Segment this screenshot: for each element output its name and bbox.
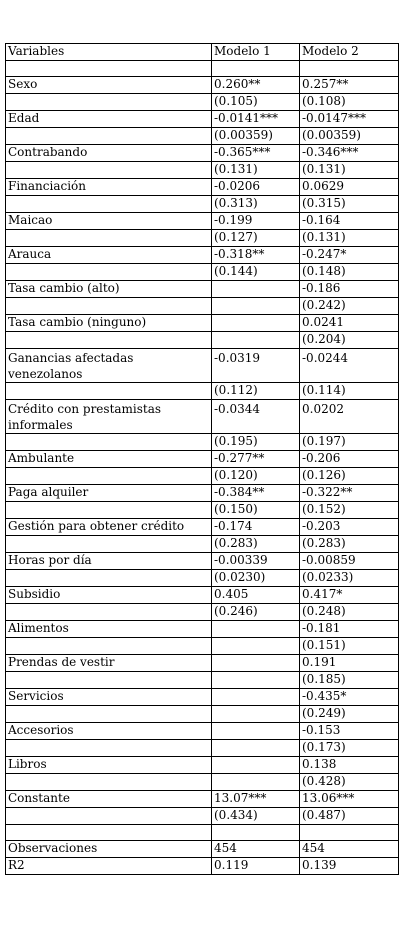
modelo-2-cell: (0.315) [300,196,399,213]
modelo-2-cell: (0.151) [300,638,399,655]
modelo-1-cell: (0.246) [212,604,300,621]
table-row [6,841,399,858]
modelo-1-cell: 0.119 [212,858,300,875]
spacer-cell [6,61,212,77]
table-row [6,485,399,502]
modelo-1-cell: (0.150) [212,502,300,519]
modelo-2-cell: (0.126) [300,468,399,485]
modelo-1-cell [212,723,300,740]
variable-cell: Prendas de vestir [6,655,212,672]
table-row [6,553,399,570]
modelo-2-cell: 0.257** [300,77,399,94]
variable-cell [6,128,212,145]
table-row [6,247,399,264]
modelo-1-cell [212,672,300,689]
modelo-1-cell: -0.0141*** [212,111,300,128]
variable-cell [6,434,212,451]
spacer-cell [300,825,399,841]
modelo-1-cell [212,655,300,672]
variable-cell: Subsidio [6,587,212,604]
table-row [6,791,399,808]
modelo-2-cell: 13.06*** [300,791,399,808]
table-row [6,298,399,315]
variable-cell: Gestión para obtener crédito [6,519,212,536]
variable-cell: Ganancias afectadas venezolanos [6,349,212,383]
modelo-1-cell: -0.00339 [212,553,300,570]
table-row [6,111,399,128]
variable-cell: Crédito con prestamistas informales [6,400,212,434]
table-row [6,502,399,519]
modelo-2-cell: -0.181 [300,621,399,638]
variable-cell [6,94,212,111]
modelo-1-cell: (0.127) [212,230,300,247]
variable-cell [6,502,212,519]
modelo-2-cell: (0.487) [300,808,399,825]
table-row [6,230,399,247]
modelo-2-cell: (0.173) [300,740,399,757]
table-row [6,77,399,94]
modelo-2-cell: -0.206 [300,451,399,468]
modelo-2-cell: 0.417* [300,587,399,604]
modelo-2-cell: -0.164 [300,213,399,230]
modelo-1-cell: (0.195) [212,434,300,451]
modelo-1-cell [212,332,300,349]
variable-cell [6,604,212,621]
modelo-1-cell: -0.0206 [212,179,300,196]
modelo-1-cell: (0.144) [212,264,300,281]
modelo-2-cell: (0.108) [300,94,399,111]
variable-cell [6,638,212,655]
modelo-1-cell: -0.365*** [212,145,300,162]
modelo-2-cell: (0.283) [300,536,399,553]
modelo-1-cell: (0.00359) [212,128,300,145]
variable-cell [6,298,212,315]
modelo-1-cell: -0.0319 [212,349,300,383]
table-header [6,44,399,61]
modelo-2-cell: (0.148) [300,264,399,281]
regression-table-container [5,43,399,875]
modelo-1-cell: (0.283) [212,536,300,553]
modelo-2-cell: -0.203 [300,519,399,536]
variable-cell [6,536,212,553]
modelo-2-cell: 0.138 [300,757,399,774]
table-row [6,604,399,621]
header-row [6,44,399,61]
modelo-2-cell: (0.131) [300,162,399,179]
modelo-1-cell [212,774,300,791]
variable-cell [6,264,212,281]
modelo-1-cell [212,740,300,757]
variable-cell [6,162,212,179]
modelo-1-cell: -0.318** [212,247,300,264]
table-body [6,61,399,875]
modelo-1-cell: (0.120) [212,468,300,485]
modelo-1-cell: 0.405 [212,587,300,604]
variable-cell: Horas por día [6,553,212,570]
table-row [6,468,399,485]
modelo-1-cell [212,621,300,638]
variable-cell: Alimentos [6,621,212,638]
table-row [6,638,399,655]
modelo-1-cell: (0.105) [212,94,300,111]
modelo-2-cell: 0.0241 [300,315,399,332]
table-row [6,723,399,740]
variable-cell [6,706,212,723]
modelo-2-cell: -0.435* [300,689,399,706]
table-row [6,689,399,706]
table-row [6,774,399,791]
table-row [6,213,399,230]
table-row [6,621,399,638]
table-row [6,264,399,281]
modelo-1-cell: 0.260** [212,77,300,94]
modelo-2-cell: (0.114) [300,383,399,400]
modelo-1-cell: -0.174 [212,519,300,536]
variable-cell [6,570,212,587]
variable-cell: Financiación [6,179,212,196]
variable-cell [6,230,212,247]
table-row [6,315,399,332]
modelo-1-cell: -0.384** [212,485,300,502]
modelo-1-cell: -0.199 [212,213,300,230]
table-row [6,672,399,689]
modelo-2-cell: 0.191 [300,655,399,672]
table-row [6,400,399,434]
modelo-2-cell: -0.00859 [300,553,399,570]
table-row [6,587,399,604]
table-row [6,281,399,298]
header-modelo-1: Modelo 1 [212,44,300,61]
variable-cell: Ambulante [6,451,212,468]
modelo-1-cell: (0.434) [212,808,300,825]
variable-cell [6,468,212,485]
modelo-1-cell [212,315,300,332]
table-row [6,655,399,672]
table-row [6,740,399,757]
variable-cell: Constante [6,791,212,808]
modelo-2-cell: (0.0233) [300,570,399,587]
modelo-1-cell [212,638,300,655]
modelo-1-cell: (0.0230) [212,570,300,587]
modelo-2-cell: (0.131) [300,230,399,247]
modelo-1-cell [212,706,300,723]
spacer-cell [212,825,300,841]
modelo-2-cell: 0.0202 [300,400,399,434]
variable-cell [6,740,212,757]
table-row [6,570,399,587]
variable-cell: Accesorios [6,723,212,740]
spacer-cell [212,61,300,77]
modelo-2-cell: -0.322** [300,485,399,502]
table-row [6,451,399,468]
variable-cell: Sexo [6,77,212,94]
table-row [6,519,399,536]
header-variables: Variables [6,44,212,61]
modelo-2-cell: (0.428) [300,774,399,791]
table-row [6,179,399,196]
modelo-1-cell: 13.07*** [212,791,300,808]
variable-cell: Observaciones [6,841,212,858]
modelo-2-cell: -0.0244 [300,349,399,383]
table-row [6,383,399,400]
variable-cell: Contrabando [6,145,212,162]
regression-table [5,43,399,875]
table-row [6,757,399,774]
table-row [6,94,399,111]
table-row [6,128,399,145]
variable-cell: Paga alquiler [6,485,212,502]
modelo-2-cell: (0.204) [300,332,399,349]
variable-cell [6,774,212,791]
modelo-1-cell: -0.0344 [212,400,300,434]
modelo-1-cell [212,689,300,706]
modelo-2-cell: (0.152) [300,502,399,519]
modelo-2-cell: 0.0629 [300,179,399,196]
modelo-1-cell: (0.112) [212,383,300,400]
modelo-1-cell [212,298,300,315]
modelo-1-cell [212,757,300,774]
spacer-cell [300,61,399,77]
variable-cell [6,332,212,349]
modelo-2-cell: (0.248) [300,604,399,621]
variable-cell: Tasa cambio (alto) [6,281,212,298]
modelo-2-cell: (0.249) [300,706,399,723]
modelo-2-cell: (0.242) [300,298,399,315]
modelo-1-cell: -0.277** [212,451,300,468]
modelo-2-cell: -0.186 [300,281,399,298]
variable-cell [6,808,212,825]
modelo-2-cell: -0.0147*** [300,111,399,128]
spacer-cell [6,825,212,841]
spacer-row [6,825,399,841]
table-row [6,162,399,179]
variable-cell [6,672,212,689]
modelo-2-cell: (0.00359) [300,128,399,145]
table-row [6,349,399,383]
modelo-2-cell: 454 [300,841,399,858]
modelo-2-cell: -0.346*** [300,145,399,162]
variable-cell [6,383,212,400]
modelo-2-cell: (0.197) [300,434,399,451]
modelo-1-cell: (0.313) [212,196,300,213]
table-row [6,145,399,162]
table-row [6,706,399,723]
table-row [6,858,399,875]
variable-cell: Edad [6,111,212,128]
variable-cell: Tasa cambio (ninguno) [6,315,212,332]
table-row [6,196,399,213]
modelo-1-cell: (0.131) [212,162,300,179]
modelo-2-cell: (0.185) [300,672,399,689]
spacer-row [6,61,399,77]
variable-cell [6,196,212,213]
modelo-1-cell: 454 [212,841,300,858]
modelo-2-cell: 0.139 [300,858,399,875]
variable-cell: Maicao [6,213,212,230]
modelo-2-cell: -0.247* [300,247,399,264]
variable-cell: R2 [6,858,212,875]
modelo-1-cell [212,281,300,298]
table-row [6,536,399,553]
header-modelo-2: Modelo 2 [300,44,399,61]
variable-cell: Servicios [6,689,212,706]
modelo-2-cell: -0.153 [300,723,399,740]
table-row [6,332,399,349]
table-row [6,434,399,451]
variable-cell: Arauca [6,247,212,264]
variable-cell: Libros [6,757,212,774]
table-row [6,808,399,825]
